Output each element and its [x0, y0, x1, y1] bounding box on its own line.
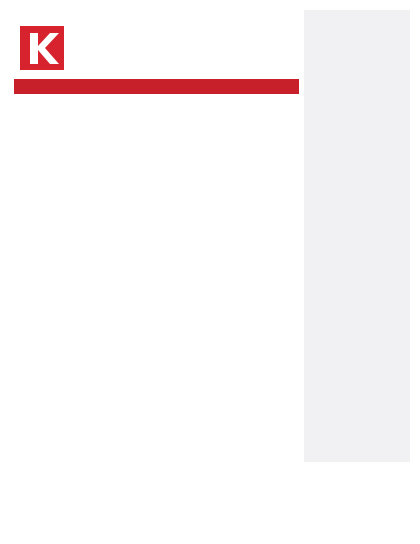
district-logo [20, 26, 64, 70]
month-calendar-rail [304, 10, 410, 462]
calendar-title-banner [14, 79, 299, 94]
district-header [12, 26, 302, 76]
k-logo-icon [20, 26, 64, 70]
